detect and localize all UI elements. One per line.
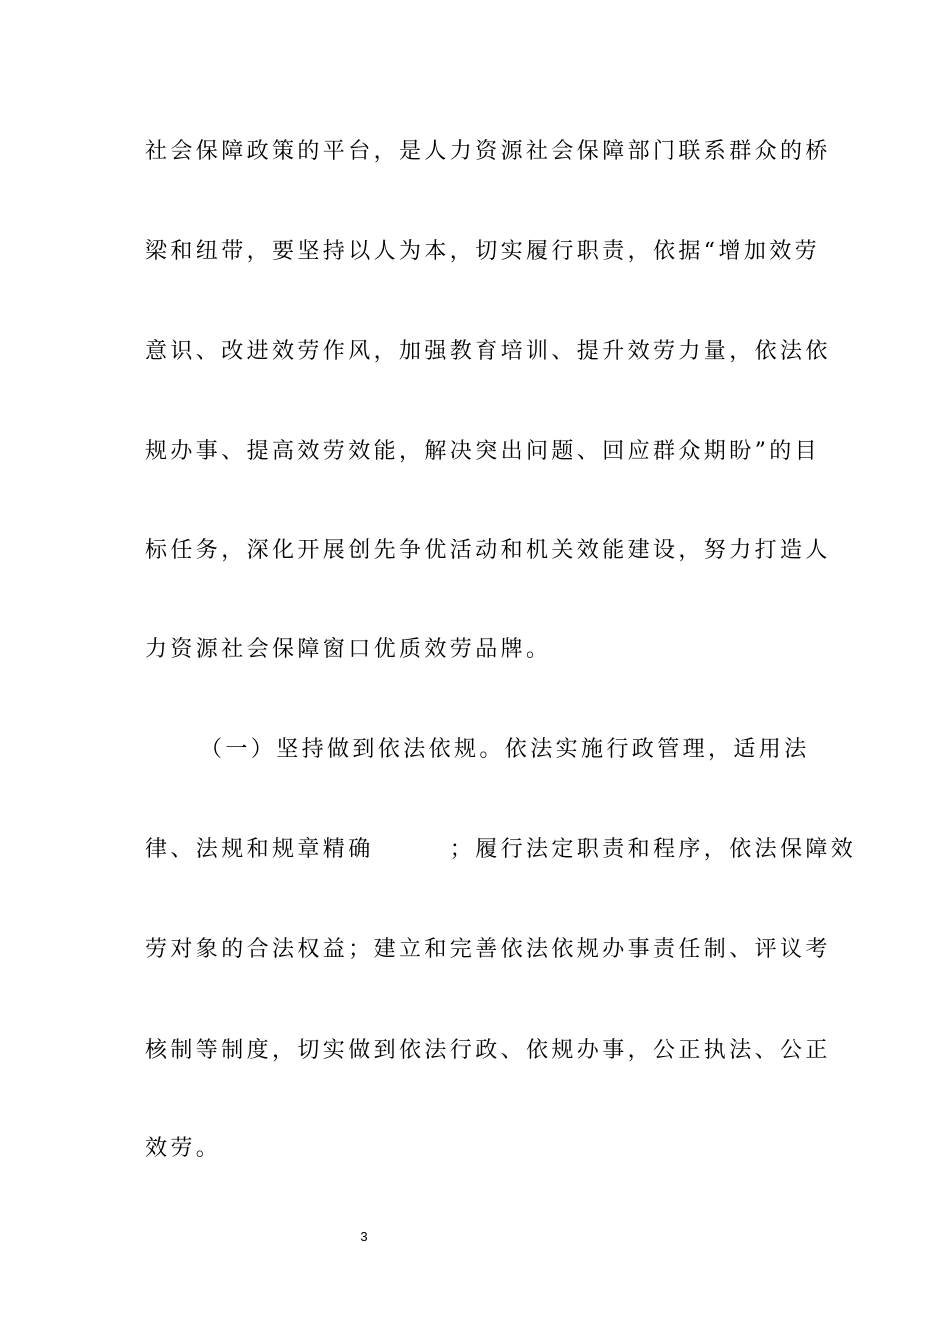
body-text-line: 劳对象的合法权益；建立和完善依法依规办事责任制、评议考 [145,937,831,962]
section-heading-line: （一）坚持做到依法依规。依法实施行政管理，适用法 [200,737,810,762]
body-text-line: 社会保障政策的平台，是人力资源社会保障部门联系群众的桥 [145,139,831,164]
body-text-line: 规办事、提高效劳效能，解决突出问题、回应群众期盼”的目 [145,439,821,464]
page-number: 3 [360,1229,368,1244]
body-text-line: 梁和纽带，要坚持以人为本，切实履行职责，依据“增加效劳 [145,239,821,264]
body-text-line: 效劳。 [145,1136,222,1161]
body-text-line: 核制等制度，切实做到依法行政、依规办事，公正执法、公正 [145,1038,831,1063]
body-text-line: 标任务，深化开展创先争优活动和机关效能建设，努力打造人 [145,538,831,563]
body-text-line: 力资源社会保障窗口优质效劳品牌。 [145,637,552,662]
body-text-line: 律、法规和规章精确 ；履行法定职责和程序，依法保障效 [145,837,857,862]
body-text-line: 意识、改进效劳作风，加强教育培训、提升效劳力量，依法依 [145,339,831,364]
